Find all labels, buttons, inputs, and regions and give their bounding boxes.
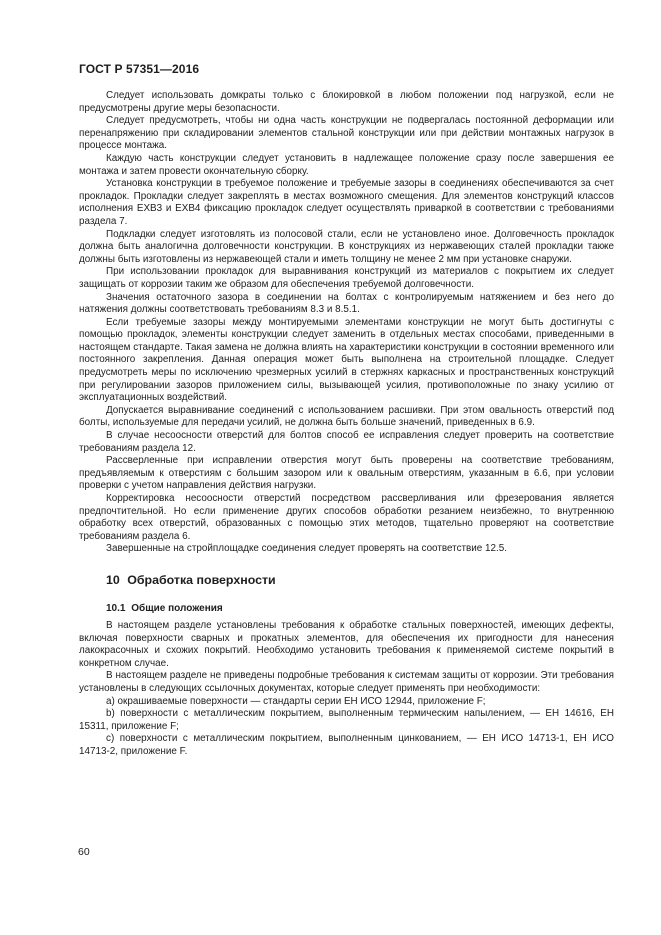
paragraph: Корректировка несоосности отверстий посредством рассверливания или фрезерования является предпочтительной. Но если применение других способов обработки резанием неизбежно, то внутреннюю обработку всех отверстий, образованных с помощью этих методов, тщательно проверяют на соответствие требованиям раздела 6.: [79, 493, 614, 542]
paragraph: В настоящем разделе установлены требования к обработке стальных поверхностей, имеющих дефекты, включая поверхности сварных и прокатных элементов, для обеспечения их пригодности для нанесения лакокрасочных и схожих покрытий. Необходимо установить требования к применяемой системе покрытий в конкретном случае.: [79, 619, 614, 669]
list-item: c) поверхности с металлическим покрытием, выполненным цинкованием, — ЕН ИСО 14713-1, ЕН ИСО 14713-2, приложение F.: [79, 733, 614, 757]
paragraph: Подкладки следует изготовлять из полосовой стали, если не установлено иное. Долговечность прокладок должна быть аналогична долговечности конструкции. В конструкциях из нержавеющих сталей прокладки также должны быть изготовлены из нержавеющей стали и иметь толщину не менее 2 мм при установке снаружи.: [79, 228, 614, 265]
list-item: a) окрашиваемые поверхности — стандарты серии ЕН ИСО 12944, приложение F;: [106, 695, 486, 707]
paragraph: Рассверленные при исправлении отверстия могут быть проверены на соответствие требованиям, предъявляемым к отверстиям с большим зазором или к овальным отверстиям, указанным в 6.6, при условии проверки с учетом направления действия нагрузки.: [79, 455, 614, 492]
document-header: ГОСТ Р 57351—2016: [79, 62, 200, 76]
paragraph: Значения остаточного зазора в соединении на болтах с контролируемым натяжением и без него до натяжения должны соответствовать требованиям 8.3 и 8.5.1.: [79, 291, 614, 316]
section-title: Обработка поверхности: [127, 572, 276, 587]
list-item: b) поверхности с металлическим покрытием, выполненным термическим напылением, — ЕН 14616, ЕН 15311, приложение F;: [79, 708, 614, 732]
paragraph: Следует предусмотреть, чтобы ни одна часть конструкции не подвергалась постоянной деформации или перенапряжению при складировании элементов стальной конструкции или при действии монтажных нагрузок в процессе монтажа.: [79, 115, 614, 152]
page-number: 60: [78, 846, 90, 858]
paragraph: Завершенные на стройплощадке соединения следует проверять на соответствие 12.5.: [106, 543, 507, 555]
paragraph: Установка конструкции в требуемое положение и требуемые зазоры в соединениях обеспечиваются за счет прокладок. Прокладки следует закреплять в местах возможного смещения. Для элементов конструкций классов исполнения ЕХВ3 и ЕХВ4 фиксацию прокладок следует осуществлять приваркой в соответствии с требованиями раздела 7.: [79, 178, 614, 227]
section-number: 10: [106, 572, 120, 587]
paragraphs-bottom: [79, 620, 614, 759]
subsection-number: 10.1: [106, 602, 126, 614]
paragraph: Допускается выравнивание соединений с использованием расшивки. При этом овальность отверстий под болты, используемые для передачи усилий, не должна быть больше значений, приведенных в 6.9.: [79, 404, 614, 429]
paragraph: В настоящем разделе не приведены подробные требования к системам защиты от коррозии. Эти требования установлены в следующих ссылочных документах, которые следует применять при необходимости:: [79, 670, 614, 694]
paragraph: При использовании прокладок для выравнивания конструкций из материалов с покрытием их следует защищать от коррозии таким же образом для обеспечения требуемой долговечности.: [79, 266, 614, 290]
paragraph: В случае несоосности отверстий для болтов способ ее исправления следует проверить на соответствие требованиям раздела 12.: [79, 430, 614, 454]
paragraph: Следует использовать домкраты только с блокировкой в любом положении под нагрузкой, если не предусмотрены другие меры безопасности.: [79, 90, 614, 114]
paragraph: Каждую часть конструкции следует установить в надлежащее положение сразу после завершения ее монтажа и затем провести окончательную сборку.: [79, 152, 614, 177]
subsection-title: Общие положения: [131, 602, 223, 614]
paragraphs-top: [79, 90, 614, 556]
section-heading: [106, 573, 614, 588]
paragraph: Если требуемые зазоры между монтируемыми элементами конструкции не могут быть достигнуты с помощью прокладок, элементы конструкции следует заменить в отдельных местах способами, приведенными в настоящем стандарте. Такая замена не должна влиять на характеристики конструкции в состоянии временного или постоянного закрепления. Данная операция может быть выполнена на строительной площадке. Следует предусмотреть меры по исключению чрезмерных усилий в стержнях каркасных и пространственных конструкций при регулировании зазоров приложением силы, вызывающей усилия, противоположные по знаку усилию от эксплуатационных воздействий.: [79, 316, 614, 404]
subsection-heading: [106, 602, 614, 615]
document-body: [79, 90, 614, 759]
